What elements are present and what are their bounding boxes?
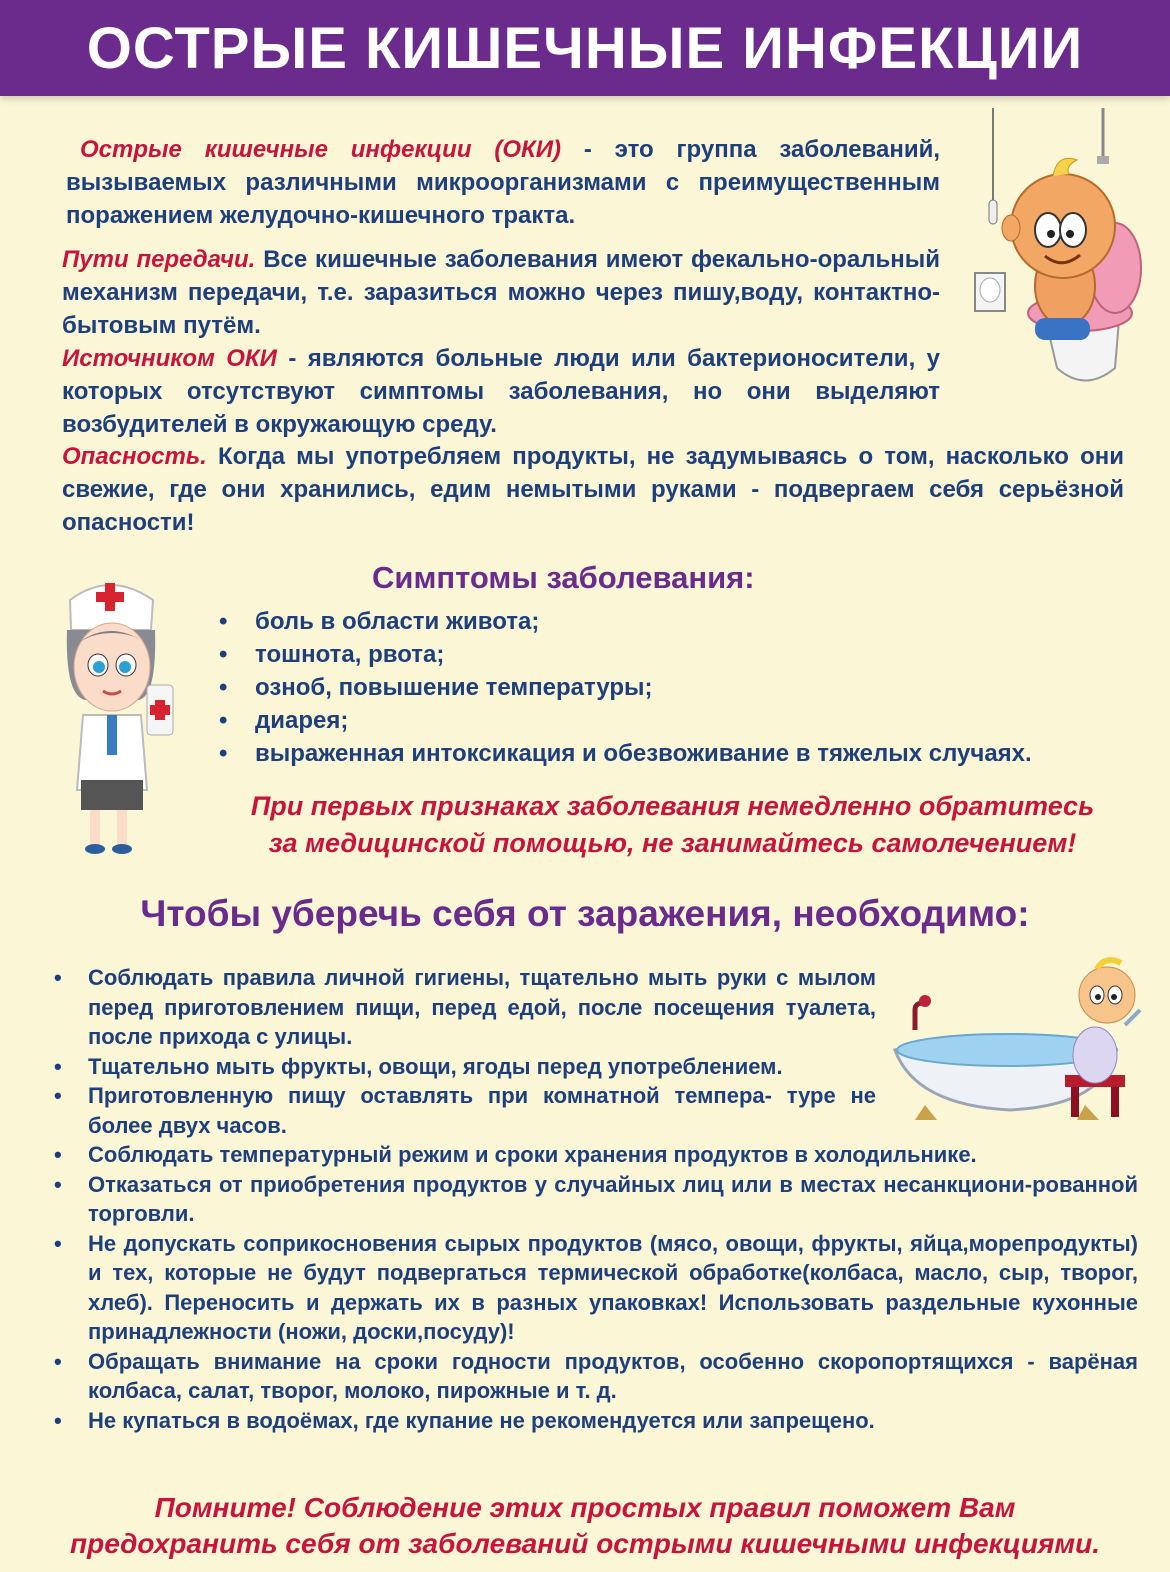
prevention-item: • Не допускать соприкосновения сырых продуктов (мясо, овощи, фрукты, яйца,морепродукты) и тех, которые не будут подвергаться термической обработке(колбаса, масло, сыр, творог, хлеб). Переносить и держать их в разных упаковках! Использовать раздельные кухонные принадлежности (ножи, доски,посуду)! — [50, 1229, 1138, 1347]
intro-paragraph — [66, 133, 940, 232]
footer-line-1: Помните! Соблюдение этих простых правил поможет Вам — [154, 1492, 1016, 1523]
nurse-illustration — [55, 575, 185, 860]
prevention-item: • Не купаться в водоёмах, где купание не рекомендуется или запрещено. — [50, 1406, 1138, 1436]
prevention-item: • Отказаться от приобретения продуктов у случайных лиц или в местах несанкциони-рованной торговли. — [50, 1170, 1138, 1229]
symptoms-title: Симптомы заболевания: — [372, 560, 755, 595]
intro-term: Острые кишечные инфекции (ОКИ) — [80, 136, 562, 163]
source-label: Источником ОКИ — [62, 345, 277, 372]
symptom-item: • выраженная интоксикация и обезвоживание в тяжелых случаях. — [215, 737, 1032, 770]
warning-line-1: При первых признаках заболевания немедленно обратитесь — [250, 791, 1095, 821]
footer-line-2: предохранить себя от заболеваний острыми кишечными инфекциями. — [69, 1528, 1101, 1559]
poster-header — [0, 0, 1170, 96]
danger-text: Когда мы употребляем продукты, не задумываясь о том, насколько они свежие, где они хранились, едим немытыми руками - подвергаем себя серьёзной опасности! — [62, 443, 1124, 536]
symptom-item: • озноб, повышение температуры; — [215, 671, 1032, 704]
transmission-text: Все кишечные заболевания имеют фекально-оральный механизм передачи, т.е. заразиться можно через пишу,воду, контактно-бытовым путём. — [62, 246, 940, 339]
source-paragraph — [62, 342, 940, 441]
source-text: - являются больные люди или бактерионосители, у которых отсутствуют симптомы заболевания, но они выделяют возбудителей в окружающую среду. — [62, 345, 940, 438]
symptom-item: • боль в области живота; — [215, 605, 1032, 638]
transmission-label: Пути передачи. — [62, 246, 256, 273]
baby-on-potty-illustration — [965, 108, 1145, 408]
footer-reminder — [20, 1490, 1150, 1562]
transmission-paragraph — [62, 243, 940, 342]
prevention-item: • Приготовленную пищу оставлять при комнатной темпера- туре не более двух часов. — [50, 1081, 1138, 1140]
prevention-item: • Тщательно мыть фрукты, овощи, ягоды перед употреблением. — [50, 1052, 1138, 1082]
prevention-title: Чтобы уберечь себя от заражения, необходимо: — [140, 893, 1030, 934]
prevention-list — [50, 963, 1138, 1435]
prevention-item: • Обращать внимание на сроки годности продуктов, особенно скоропортящихся - варёная колбаса, салат, творог, молоко, пирожные и т. д. — [50, 1347, 1138, 1406]
symptom-item: • диарея; — [215, 704, 1032, 737]
intro-definition: - это группа заболеваний, вызываемых различными микроорганизмами с преимущественным поражением желудочно-кишечного тракта. — [66, 136, 940, 229]
danger-paragraph — [62, 440, 1124, 539]
symptoms-list — [215, 605, 1032, 770]
prevention-item: • Соблюдать температурный режим и сроки хранения продуктов в холодильнике. — [50, 1140, 1138, 1170]
poster-title: ОСТРЫЕ КИШЕЧНЫЕ ИНФЕКЦИИ — [86, 15, 1084, 81]
symptom-item: • тошнота, рвота; — [215, 638, 1032, 671]
warning-line-2: за медицинской помощью, не занимайтесь самолечением! — [268, 828, 1077, 858]
warning-text — [190, 788, 1155, 862]
prevention-item: • Соблюдать правила личной гигиены, тщательно мыть руки с мылом перед приготовлением пищи, перед едой, после посещения туалета, после прихода с улицы. — [50, 963, 1138, 1052]
danger-label: Опасность. — [62, 443, 207, 470]
